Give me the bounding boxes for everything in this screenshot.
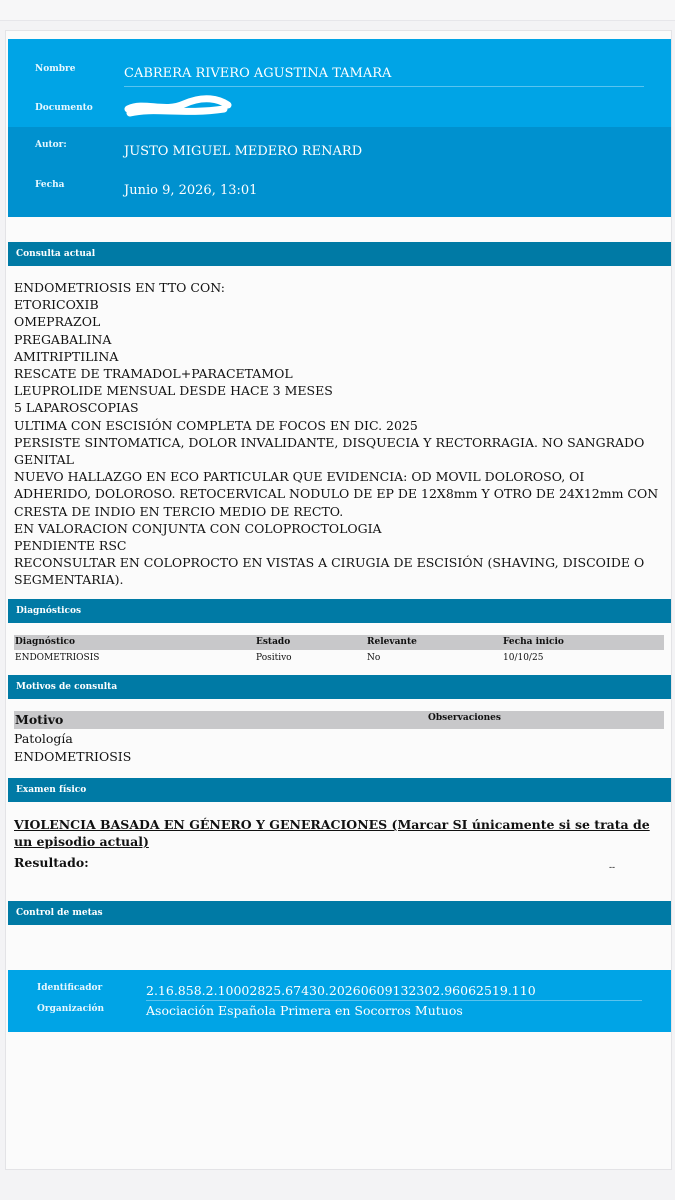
cell-estado: Positivo — [256, 653, 292, 663]
cell-fecha-inicio: 10/10/25 — [503, 653, 544, 663]
document-footer — [8, 970, 671, 1032]
redaction-scribble — [124, 95, 232, 117]
motivo-line-2: ENDOMETRIOSIS — [14, 749, 132, 764]
consulta-text — [14, 279, 664, 589]
consulta-line: ADHERIDO, DOLOROSO. RETOCERVICAL NODULO DE EP DE 12X8mm Y OTRO DE 24X12mm CON — [14, 486, 659, 502]
patient-header — [8, 39, 671, 127]
consulta-line: LEUPROLIDE MENSUAL DESDE HACE 3 MESES — [14, 383, 333, 399]
autor-value: JUSTO MIGUEL MEDERO RENARD — [124, 144, 363, 159]
cell-relevante: No — [367, 653, 381, 663]
consulta-line: ENDOMETRIOSIS EN TTO CON: — [14, 280, 225, 295]
col-observaciones: Observaciones — [428, 713, 501, 723]
motivos-table-header — [14, 711, 664, 729]
document-page — [5, 30, 672, 1170]
col-relevante: Relevante — [367, 637, 417, 647]
cell-diagnostico: ENDOMETRIOSIS — [15, 653, 100, 663]
col-estado: Estado — [256, 637, 291, 647]
documento-label: Documento — [35, 103, 93, 113]
motivo-line-1: Patología — [14, 731, 73, 746]
consulta-line: GENITAL — [14, 452, 74, 468]
col-diagnostico: Diagnóstico — [15, 637, 76, 647]
consulta-line: EN VALORACION CONJUNTA CON COLOPROCTOLOGIA — [14, 520, 382, 536]
section-diagnosticos: Diagnósticos — [8, 599, 671, 623]
nombre-label: Nombre — [35, 64, 76, 74]
top-bar — [0, 0, 675, 21]
consulta-line: RECONSULTAR EN COLOPROCTO EN VISTAS A CIRUGIA DE ESCISIÓN (SHAVING, DISCOIDE O — [14, 555, 645, 571]
author-header — [8, 127, 671, 217]
consulta-line: ETORICOXIB — [14, 297, 99, 313]
fecha-label: Fecha — [35, 180, 65, 190]
consulta-line: NUEVO HALLAZGO EN ECO PARTICULAR QUE EVIDENCIA: OD MOVIL DOLOROSO, OI — [14, 469, 585, 485]
organizacion-label: Organización — [37, 1004, 105, 1014]
violencia-label: VIOLENCIA BASADA EN GÉNERO Y GENERACIONES (Marcar SI únicamente si se trata de un episodio actual) — [14, 817, 650, 849]
consulta-line: 5 LAPAROSCOPIAS — [14, 400, 139, 416]
section-motivos: Motivos de consulta — [8, 675, 671, 699]
identificador-label: Identificador — [37, 983, 103, 993]
section-control-metas: Control de metas — [8, 901, 671, 925]
consulta-line: AMITRIPTILINA — [14, 348, 119, 364]
organizacion-value: Asociación Española Primera en Socorros Mutuos — [146, 1003, 463, 1018]
autor-label: Autor: — [35, 140, 67, 150]
identificador-value: 2.16.858.2.10002825.67430.20260609132302.96062519.110 — [146, 983, 536, 998]
consulta-line: CRESTA DE INDIO EN TERCIO MEDIO DE RECTO. — [14, 503, 344, 519]
diagnosticos-table-header — [14, 635, 664, 650]
section-consulta-actual: Consulta actual — [8, 242, 671, 266]
consulta-line: PERSISTE SINTOMATICA, DOLOR INVALIDANTE, DISQUECIA Y RECTORRAGIA. NO SANGRADO — [14, 434, 645, 450]
consulta-line: RESCATE DE TRAMADOL+PARACETAMOL — [14, 366, 293, 382]
consulta-line: ULTIMA CON ESCISIÓN COMPLETA DE FOCOS EN DIC. 2025 — [14, 417, 418, 433]
section-examen-fisico: Examen físico — [8, 778, 671, 802]
fecha-value: Junio 9, 2026, 13:01 — [124, 183, 258, 198]
consulta-line: OMEPRAZOL — [14, 314, 101, 330]
col-motivo: Motivo — [15, 712, 64, 727]
divider — [124, 86, 644, 87]
resultado-label: Resultado: — [14, 855, 89, 870]
consulta-line: PREGABALINA — [14, 331, 112, 347]
consulta-line: SEGMENTARIA). — [14, 572, 124, 588]
nombre-value: CABRERA RIVERO AGUSTINA TAMARA — [124, 66, 392, 81]
consulta-line: PENDIENTE RSC — [14, 538, 127, 554]
resultado-value: -- — [609, 863, 616, 873]
divider — [146, 1000, 642, 1001]
col-fecha-inicio: Fecha inicio — [503, 637, 564, 647]
